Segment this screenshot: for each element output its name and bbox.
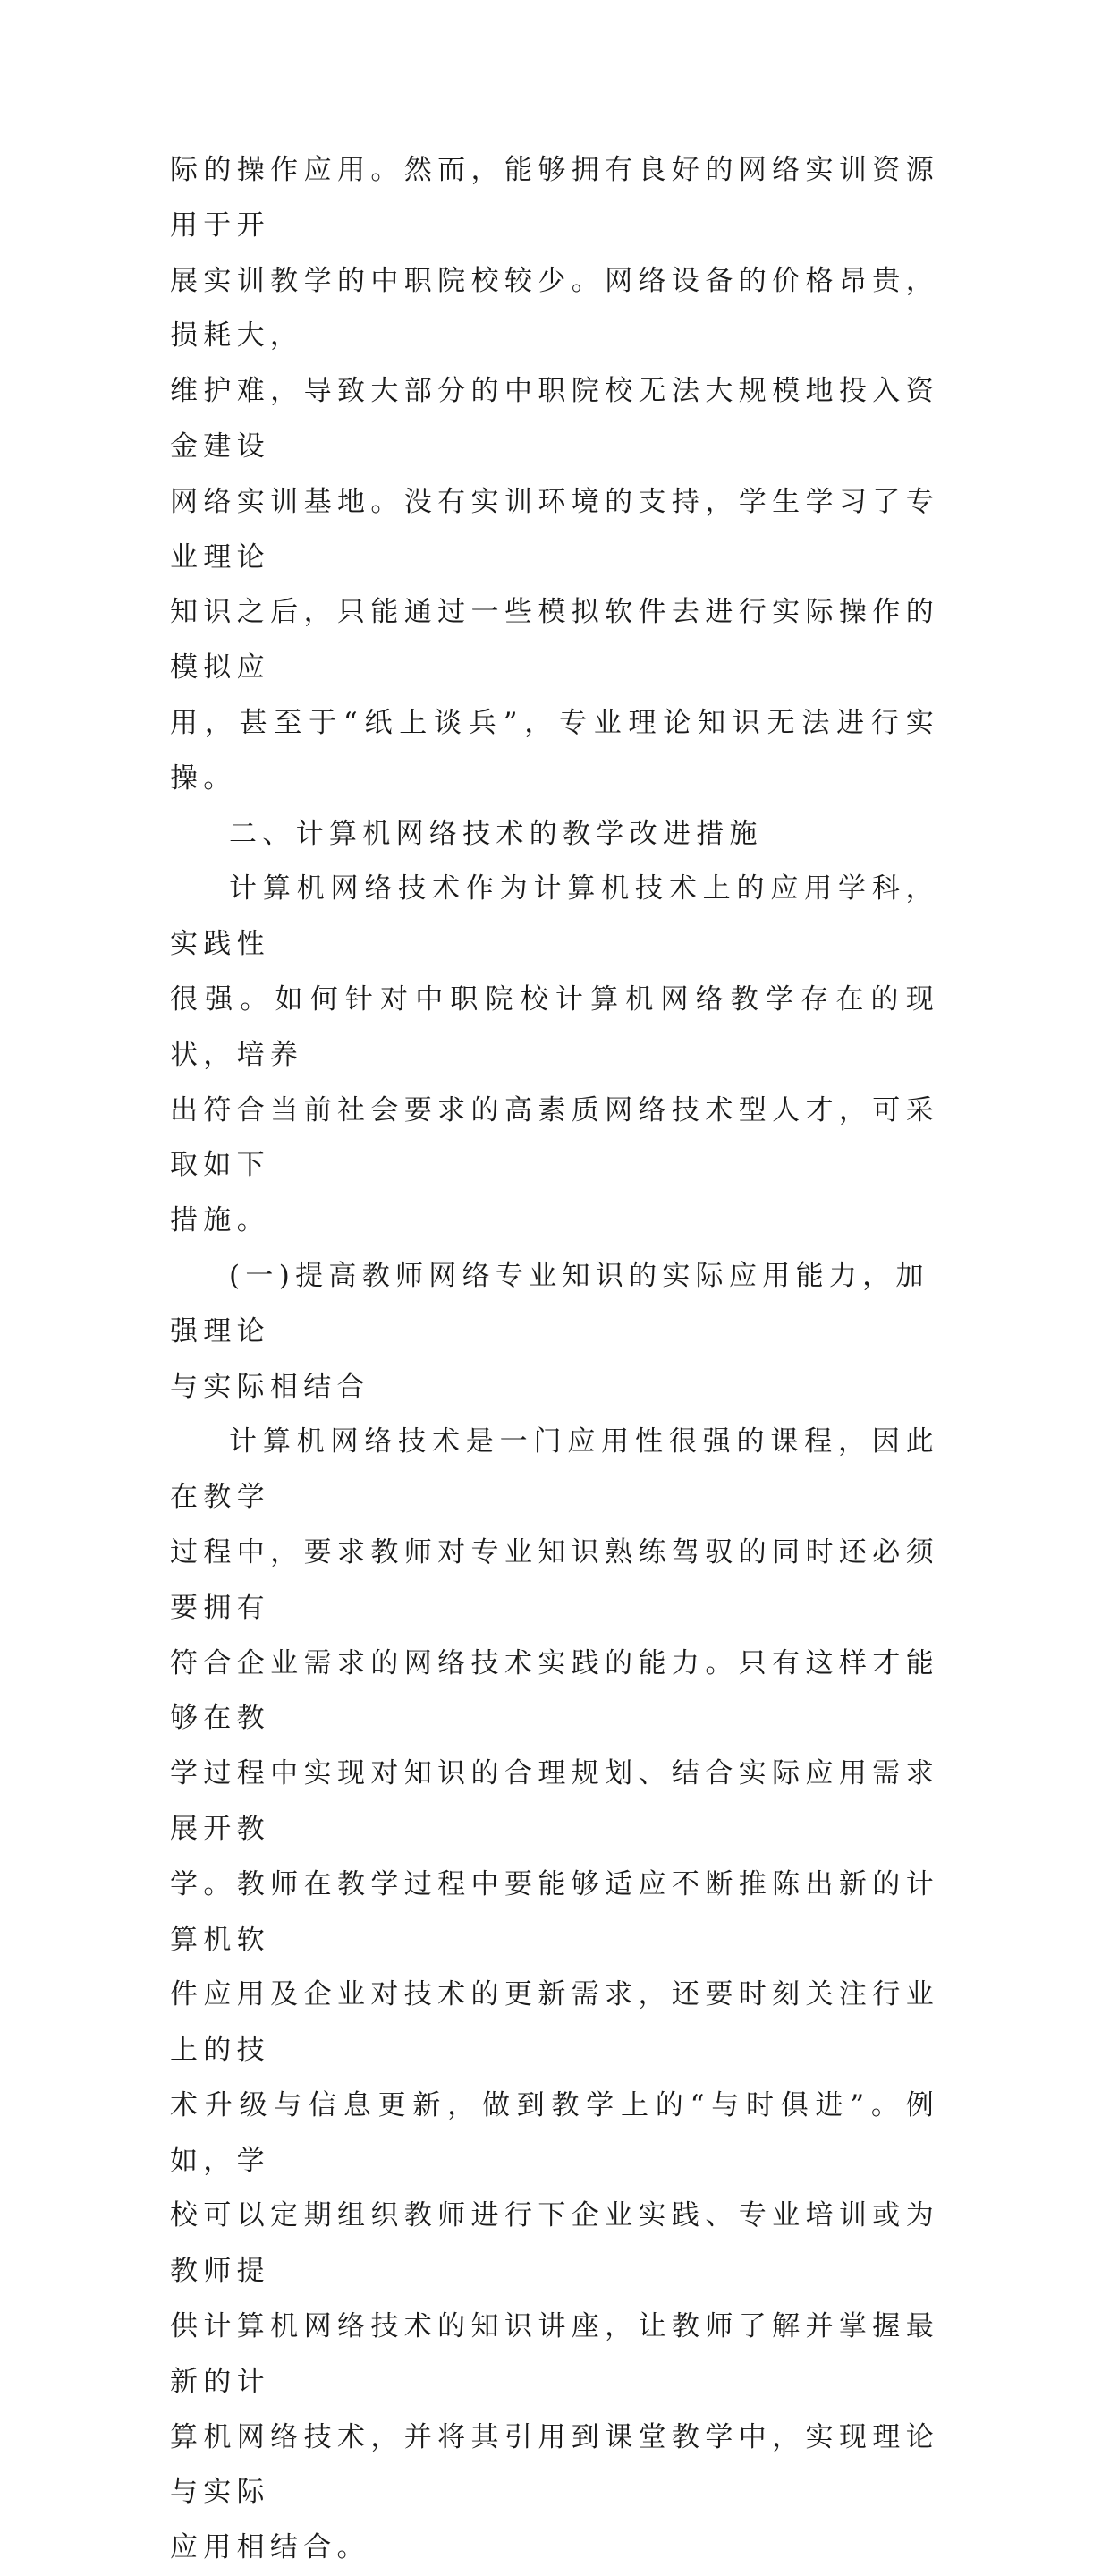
section-heading-teaching-improvement: 二、计算机网络技术的教学改进措施 — [229, 817, 763, 850]
document-body — [170, 143, 939, 2576]
subsection-heading-teacher-ability: (一)提高教师网络专业知识的实际应用能力，加强理论 与实际相结合 — [170, 1259, 929, 1403]
paragraph-teacher-practice: 计算机网络技术是一门应用性很强的课程，因此在教学 过程中，要求教师对专业知识熟练驾驭的同时还必须要拥有 符合企业需求的网络技术实践的能力。只有这样才能够在教 学过程中实现对知识的合理规划、结合实际应用需求展开教 学。教师在教学过程中要能够适应不断推陈出新的计算机软 件应用及企业对技术的更新需求，还要时刻关注行业上的技 术升级与信息更新，做到教学上的“与时俱进”。例如，学 校可以定期组织教师进行下企业实践、专业培训或为教师提 供计算机网络技术的知识讲座，让教师了解并掌握最新的计 算机网络技术，并将其引用到课堂教学中，实现理论与实际 应用相结合。 — [170, 1425, 939, 2564]
paragraph-network-training-resources: 际的操作应用。然而，能够拥有良好的网络实训资源用于开 展实训教学的中职院校较少。网络设备的价格昂贵，损耗大， 维护难，导致大部分的中职院校无法大规模地投入资金建设 网络实训基地。没有实训环境的支持，学生学习了专业理论 知识之后，只能通过一些模拟软件去进行实际操作的模拟应 用，甚至于“纸上谈兵”，专业理论知识无法进行实操。 — [170, 154, 939, 795]
paragraph-improvement-intro: 计算机网络技术作为计算机技术上的应用学科，实践性 很强。如何针对中职院校计算机网络教学存在的现状，培养 出符合当前社会要求的高素质网络技术型人才，可采取如下 措施。 — [170, 872, 939, 1237]
